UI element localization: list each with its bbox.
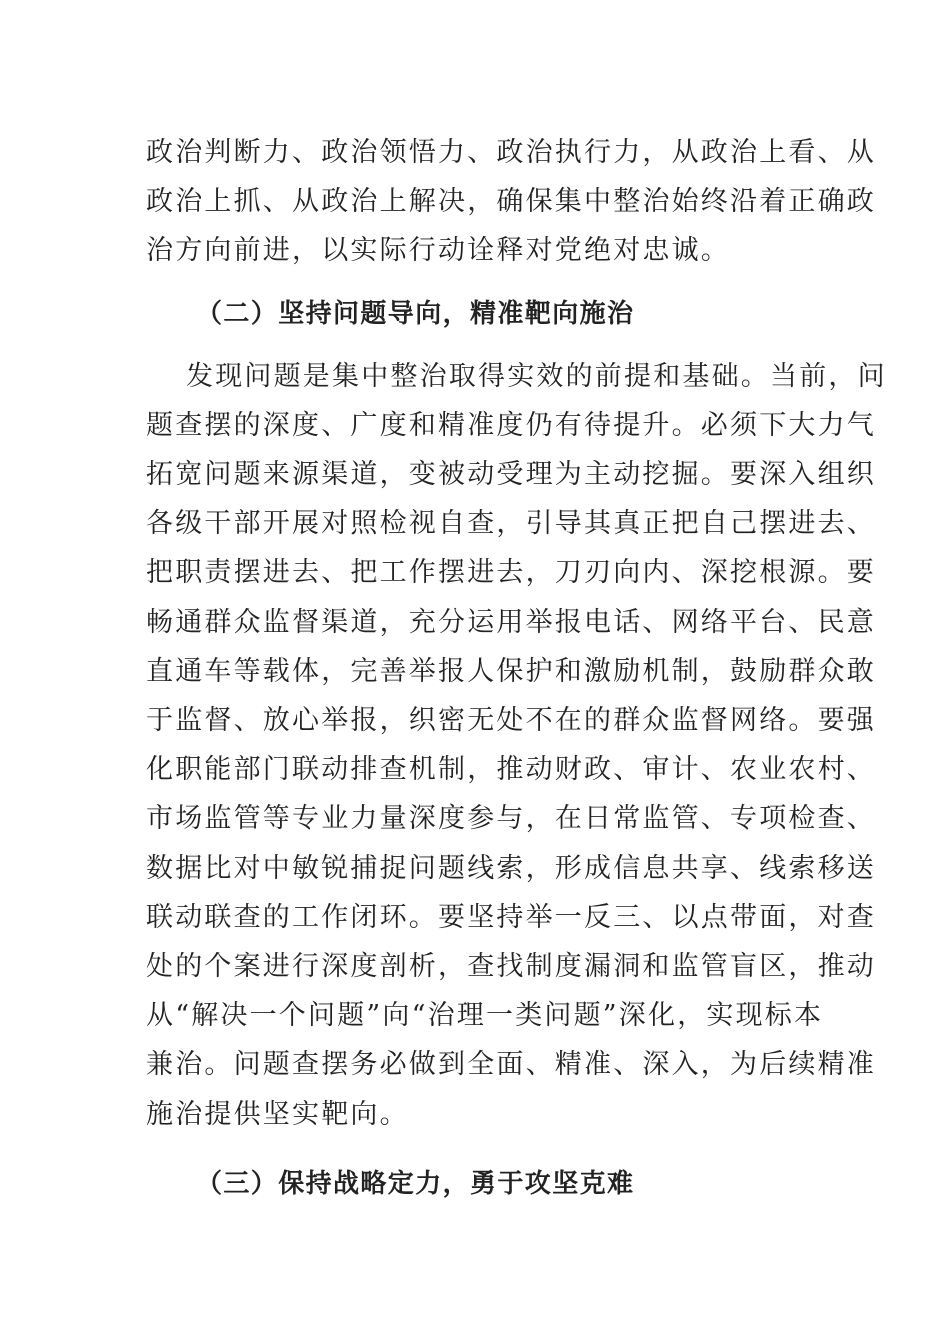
text-line: 兼治。问题查摆务必做到全面、精准、深入，为后续精准 (146, 1049, 876, 1080)
text-line: 于监督、放心举报，织密无处不在的群众监督网络。要强 (146, 705, 876, 736)
text-line: 化职能部门联动排查机制，推动财政、审计、农业农村、 (146, 754, 876, 785)
text-line: 畅通群众监督渠道，充分运用举报电话、网络平台、民意 (146, 607, 876, 638)
text-line: 数据比对中敏锐捕捉问题线索，形成信息共享、线索移送 (146, 853, 876, 884)
text-line: 联动联查的工作闭环。要坚持举一反三、以点带面，对查 (146, 902, 876, 933)
text-line: 施治提供坚实靶向。 (146, 1099, 409, 1130)
text-line: 直通车等载体，完善举报人保护和激励机制，鼓励群众敢 (146, 656, 876, 687)
text-line: 市场监管等专业力量深度参与，在日常监管、专项检查、 (146, 803, 876, 834)
text-line: 发现问题是集中整治取得实效的前提和基础。当前，问 (186, 361, 887, 392)
text-line: 政治上抓、从政治上解决，确保集中整治始终沿着正确政 (146, 186, 876, 217)
section-heading: （二）坚持问题导向，精准靶向施治 (196, 299, 635, 329)
text-line: 各级干部开展对照检视自查，引导其真正把自己摆进去、 (146, 508, 876, 539)
text-line: 从“解决一个问题”向“治理一类问题”深化，实现标本 (146, 1000, 824, 1031)
text-line: 把职责摆进去、把工作摆进去，刀刃向内、深挖根源。要 (146, 557, 876, 588)
text-line: 题查摆的深度、广度和精准度仍有待提升。必须下大力气 (146, 410, 876, 441)
text-line: 处的个案进行深度剖析，查找制度漏洞和监管盲区，推动 (146, 951, 876, 982)
text-line: 拓宽问题来源渠道，变被动受理为主动挖掘。要深入组织 (146, 459, 876, 490)
text-line: 政治判断力、政治领悟力、政治执行力，从政治上看、从 (146, 137, 876, 168)
section-heading: （三）保持战略定力，勇于攻坚克难 (196, 1169, 635, 1199)
text-line: 治方向前进，以实际行动诠释对党绝对忠诚。 (146, 235, 730, 266)
